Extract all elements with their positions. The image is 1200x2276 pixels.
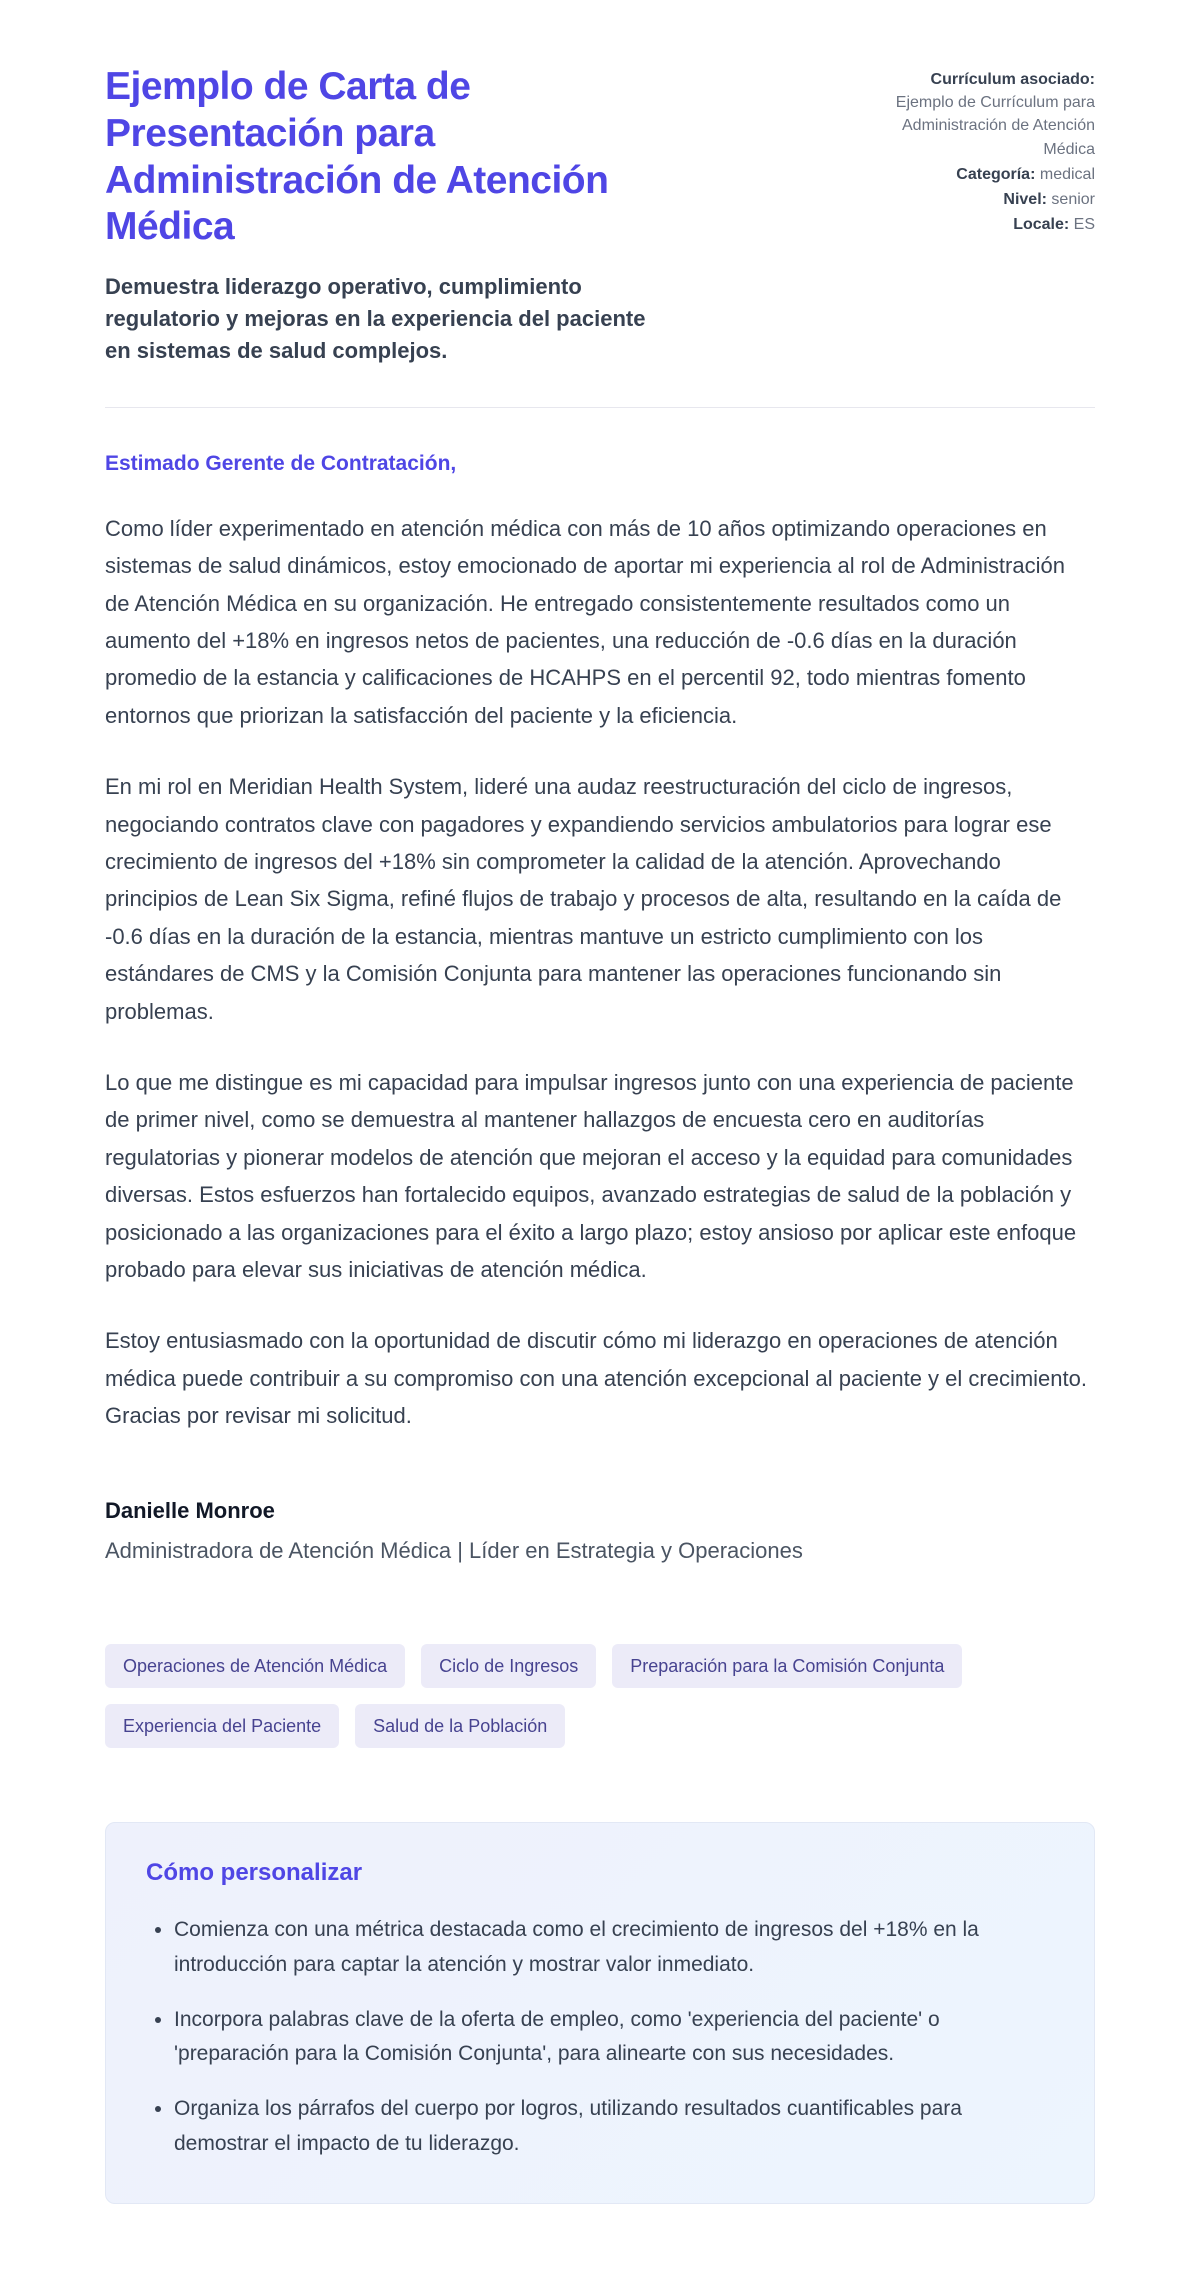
tag-list [105, 1644, 1095, 1748]
level-label: Nivel: [1003, 190, 1047, 208]
signature-title: Administradora de Atención Médica | Líder en Estrategia y Operaciones [105, 1538, 803, 1564]
tip-item-2: • Incorpora palabras clave de la oferta de empleo, como 'experiencia del paciente' o 'preparación para la Comisión Conjunta', para alinearte con sus necesidades. [174, 2003, 1054, 2072]
category-label: Categoría: [956, 165, 1036, 183]
category-row [860, 163, 1095, 186]
letter-paragraph-4: Estoy entusiasmado con la oportunidad de discutir cómo mi liderazgo en operaciones de atención médica puede contribuir a su compromiso con una atención excepcional al paciente y el crecimiento. Gracias por revisar mi solicitud. [105, 1328, 1087, 1429]
tag-salud-poblacion[interactable]: Salud de la Población [355, 1704, 565, 1748]
letter-paragraph-2: En mi rol en Meridian Health System, lideré una audaz reestructuración del ciclo de ingresos, negociando contratos clave con pagadores y expandiendo servicios ambulatorios para lograr ese crecimiento de ingresos del +18% sin comprometer la calidad de la atención. Aprovechando principios de Lean Six Sigma, refiné flujos de trabajo y procesos de alta, resultando en la caída de -0.6 días en la duración de la estancia, mientras mantuve un estricto cumplimiento con los estándares de CMS y la Comisión Conjunta para mantener las operaciones funcionando sin problemas. [105, 774, 1062, 1024]
header-left [105, 64, 820, 367]
tips-list [146, 1913, 1054, 2161]
tag-comision-conjunta[interactable]: Preparación para la Comisión Conjunta [612, 1644, 962, 1688]
resume-association-label: Currículum asociado: [930, 71, 1095, 88]
tip-item-1: • Comienza con una métrica destacada como el crecimiento de ingresos del +18% en la introducción para captar la atención y mostrar valor inmediato. [174, 1913, 1054, 1982]
level-value: senior [1051, 190, 1095, 208]
header [105, 64, 1095, 367]
resume-association-value: Ejemplo de Currículum para Administración de Atención Médica [895, 94, 1095, 158]
category-value: medical [1039, 165, 1095, 183]
locale-row [860, 213, 1095, 236]
customize-callout [105, 1822, 1095, 2204]
letter-body [105, 452, 1095, 1565]
signature-name: Danielle Monroe [105, 1498, 275, 1524]
tag-ciclo-ingresos[interactable]: Ciclo de Ingresos [421, 1644, 596, 1688]
cover-letter-page [105, 0, 1095, 2276]
letter-paragraph-1: Como líder experimentado en atención médica con más de 10 años optimizando operaciones en sistemas de salud dinámicos, estoy emocionado de aportar mi experiencia al rol de Administración de Atención Médica en su organización. He entregado consistentemente resultados como un aumento del +18% en ingresos netos de pacientes, una reducción de -0.6 días en la duración promedio de la estancia y calificaciones de HCAHPS en el percentil 92, todo mientras fomento entornos que priorizan la satisfacción del paciente y la eficiencia. [105, 515, 1065, 728]
locale-value: ES [1073, 216, 1095, 234]
divider [105, 407, 1095, 408]
letter-paragraph-3: Lo que me distingue es mi capacidad para impulsar ingresos junto con una experiencia de paciente de primer nivel, como se demuestra al mantener hallazgos de encuesta cero en auditorías regulatorias y pionerar modelos de atención que mejoran el acceso y la equidad para comunidades diversas. Estos esfuerzos han fortalecido equipos, avanzado estrategias de salud de la población y posicionado a las organizaciones para el éxito a largo plazo; estoy ansioso por aplicar este enfoque probado para elevar sus iniciativas de atención médica. [105, 1069, 1077, 1282]
customize-title: Cómo personalizar [146, 1859, 363, 1887]
tip-item-3: • Organiza los párrafos del cuerpo por logros, utilizando resultados cuantificables para demostrar el impacto de tu liderazgo. [174, 2092, 1054, 2161]
page-title: Ejemplo de Carta de Presentación para Administración de Atención Médica [105, 65, 609, 249]
level-row [860, 188, 1095, 211]
tag-operaciones[interactable]: Operaciones de Atención Médica [105, 1644, 405, 1688]
page-subtitle: Demuestra liderazgo operativo, cumplimiento regulatorio y mejoras en la experiencia del paciente en sistemas de salud complejos. [105, 274, 646, 363]
greeting: Estimado Gerente de Contratación, [105, 451, 457, 475]
tag-experiencia-paciente[interactable]: Experiencia del Paciente [105, 1704, 339, 1748]
header-meta [860, 64, 1095, 236]
locale-label: Locale: [1013, 216, 1070, 234]
